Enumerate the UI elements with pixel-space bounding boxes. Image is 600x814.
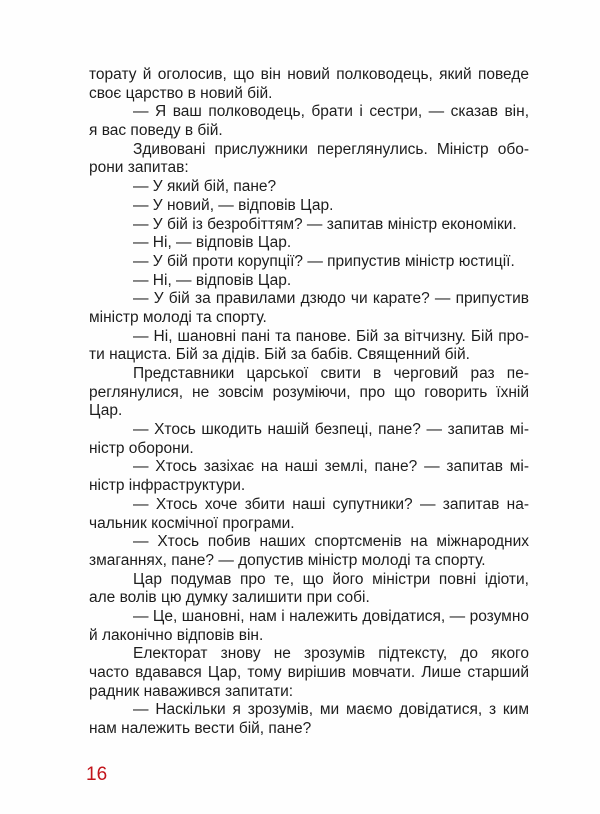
text-line: — Ні, шановні пані та панове. Бій за вітчизну. Бій про-	[133, 327, 529, 345]
text-line: рони запитав:	[89, 159, 189, 177]
text-line: — Ні, — відповів Цар.	[133, 271, 292, 289]
text-line: Здивовані прислужники переглянулись. Міністр обо-	[133, 140, 529, 158]
text-line: нам належить вести бій, пане?	[89, 720, 312, 738]
text-line: торату й оголосив, що він новий полководець, який поведе	[89, 66, 529, 83]
text-line: — Хтось зазіхає на наші землі, пане? — запитав мі-	[133, 458, 529, 476]
text-line: але волів цю думку залишити при собі.	[89, 589, 370, 607]
body-text	[89, 66, 529, 739]
text-line: Цар подумав про те, що його міністри повні ідіоти,	[133, 570, 529, 588]
text-line: — Це, шановні, нам і належить довідатися, — розумно	[133, 607, 529, 625]
text-line: Цар.	[89, 402, 123, 420]
text-line: — У який бій, пане?	[133, 178, 277, 196]
text-line: реглянулися, не зовсім розуміючи, про що говорить їхній	[89, 383, 529, 401]
text-line: ністр інфраструктури.	[89, 477, 246, 495]
text-line: — Я ваш полководець, брати і сестри, — сказав він,	[133, 103, 529, 121]
text-line: Електорат знову не зрозумів підтексту, до якого	[133, 645, 529, 663]
text-line: радник наважився запитати:	[89, 682, 294, 700]
text-line: — Хтось побив наших спортсменів на міжнародних	[133, 533, 529, 551]
text-line: змаганнях, пане? — допустив міністр молоді та спорту.	[89, 551, 486, 569]
text-line: своє царство в новий бій.	[89, 84, 273, 102]
text-line: часто вдавався Цар, тому вирішив мовчати. Лише старший	[89, 664, 529, 681]
text-line: — Хтось хоче збити наші супутники? — запитав на-	[133, 495, 529, 513]
text-line: — Наскільки я зрозумів, ми маємо довідатися, з ким	[133, 701, 529, 719]
text-line: — Хтось шкодить нашій безпеці, пане? — запитав мі-	[133, 421, 529, 439]
text-line: Представники царської свити в черговий раз пе-	[133, 365, 529, 382]
text-line: — У бій за правилами дзюдо чи карате? — припустив	[133, 290, 529, 308]
text-line: міністр молоді та спорту.	[89, 308, 267, 326]
text-line: чальник космічної програми.	[89, 514, 295, 532]
page-number: 16	[86, 764, 108, 785]
text-line: — У новий, — відповів Цар.	[133, 196, 334, 214]
text-line: — У бій із безробіттям? — запитав міністр економіки.	[133, 215, 517, 233]
text-line: ти нациста. Бій за дідів. Бій за бабів. Священний бій.	[89, 346, 470, 364]
text-line: й лаконічно відповів він.	[89, 626, 264, 644]
text-line: — Ні, — відповів Цар.	[133, 234, 292, 252]
text-line: — У бій проти корупції? — припустив міністр юстиції.	[133, 252, 515, 270]
text-line: ністр оборони.	[89, 439, 194, 457]
text-line: я вас поведу в бій.	[89, 122, 223, 140]
